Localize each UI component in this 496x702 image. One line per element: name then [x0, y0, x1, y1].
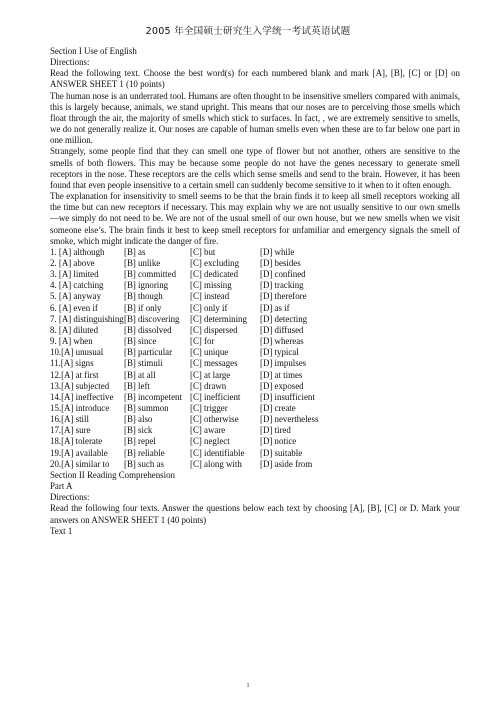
directions-text: Read the following text. Choose the best word(s) for each numbered blank and mark [A], [B], [C] or [D] on ANSWER SHEET 1 (10 points) [50, 68, 460, 90]
option-row: 17.[A] sure [B] sick [C] aware [D] tired [50, 425, 291, 436]
option-row: 5. [A] anyway [B] though [C] instead [D] therefore [50, 291, 307, 302]
page-title: 2005 年全国硕士研究生入学统一考试英语试题 [145, 26, 351, 37]
option-row: 16.[A] still [B] also [C] otherwise [D] nevertheless [50, 414, 319, 425]
option-row: 2. [A] above [B] unlike [C] excluding [D] besides [50, 257, 301, 268]
passage-paragraph: Strangely, some people find that they can smell one type of flower but not another, others are sensitive to the smells of both flowers. This may be because some people do not have the genes necessary to generate smell receptors in the nose. These receptors are the cells which sense smells and send to the brain. However, it has been found that even people insensitive to a certain smell can suddenly become sensitive to it when to it often enough. [50, 146, 460, 190]
option-row: 6. [A] even if [B] if only [C] only if [D] as if [50, 302, 290, 313]
section-heading: Section II Reading Comprehension [50, 469, 175, 480]
option-row: 10.[A] unusual [B] particular [C] unique [D] typical [50, 347, 299, 358]
option-row: 7. [A] distinguishing [B] discovering [C] determining [D] detecting [50, 313, 308, 324]
option-row: 9. [A] when [B] since [C] for [D] whereas [50, 336, 304, 347]
directions-text: Read the following four texts. Answer the questions below each text by choosing [A], [B], [C] or D. Mark your answers on ANSWER SHEET 1 (40 points) [50, 503, 460, 525]
option-row: 1. [A] although [B] as [C] but [D] while [50, 246, 295, 257]
options-list [50, 247, 460, 470]
option-row: 15.[A] introduce [B] summon [C] trigger [D] create [50, 403, 296, 413]
directions-label: Directions: [50, 492, 90, 503]
option-row: 12.[A] at first [B] at all [C] at large [D] at times [50, 369, 303, 380]
text-label: Text 1 [50, 525, 73, 536]
section-heading: Section I Use of English [50, 46, 137, 56]
passage-paragraph: The explanation for insensitivity to smell seems to be that the brain finds it to keep all smell receptors working all the time but can new receptors if necessary. This may explain why we are not usually sensitive to our own smells—we simply do not need to be. We are not of the usual smell of our own house, but we new smells when we visit someone else’s. The brain finds it best to keep smell receptors for unfamiliar and emergency signals the smell of smoke, which might indicate the danger of fire. [50, 191, 460, 246]
directions-label: Directions: [50, 57, 90, 68]
option-row: 19.[A] available [B] reliable [C] identifiable [D] suitable [50, 447, 303, 458]
option-row: 8. [A] diluted [B] dissolved [C] dispersed [D] diffused [50, 324, 304, 335]
part-label: Part A [50, 481, 73, 492]
document-body [50, 46, 460, 537]
option-row: 13.[A] subjected [B] left [C] drawn [D] exposed [50, 380, 304, 391]
option-row: 4. [A] catching [B] ignoring [C] missing [D] tracking [50, 280, 304, 291]
page-number: 1 [246, 683, 250, 689]
option-row: 18.[A] tolerate [B] repel [C] neglect [D] notice [50, 436, 297, 447]
option-row: 3. [A] limited [B] committed [C] dedicated [D] confined [50, 269, 306, 280]
passage-paragraph: The human nose is an underrated tool. Humans are often thought to be insensitive smellers compared with animals, this is largely because, animals, we stand upright. This means that our noses are to perceiving those smells which float through the air, the majority of smells which stick to surfaces. In fact, , we are extremely sensitive to smells, we do not generally realize it. Our noses are capable of human smells even when these are to far below one part in one million. [50, 90, 460, 146]
option-row: 11.[A] signs [B] stimuli [C] messages [D] impulses [50, 358, 307, 369]
option-row: 14.[A] ineffective [B] incompetent [C] inefficient [D] insufficient [50, 391, 315, 402]
option-row: 20.[A] similar to [B] such as [C] along with [D] aside from [50, 458, 313, 469]
